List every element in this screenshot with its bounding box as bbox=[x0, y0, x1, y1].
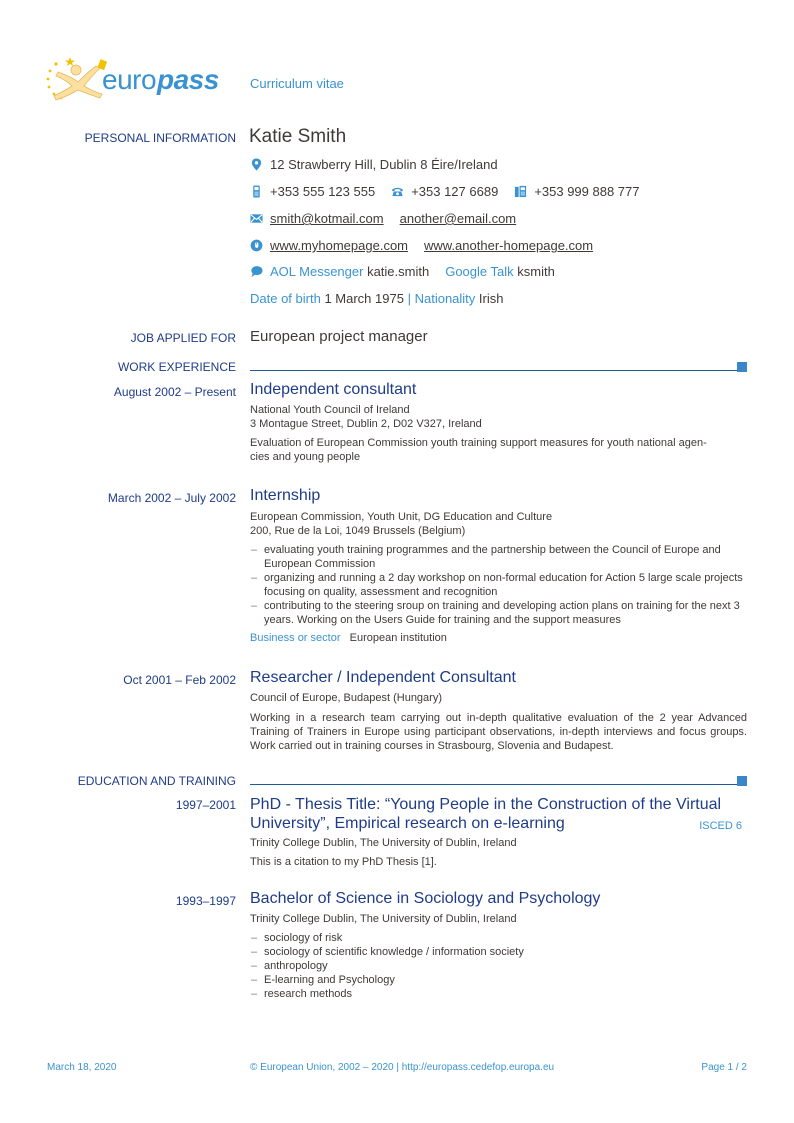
education-note: This is a citation to my PhD Thesis [1]. bbox=[250, 856, 437, 868]
nationality-label: Nationality bbox=[414, 291, 476, 306]
education-entry bbox=[250, 795, 747, 869]
address-text: 12 Strawberry Hill, Dublin 8 Éire/Ireland bbox=[270, 157, 498, 172]
section-divider-work bbox=[250, 370, 737, 371]
education-dates: 1993–1997 bbox=[175, 894, 236, 908]
work-entry bbox=[250, 381, 747, 464]
sector-label: Business or sector bbox=[250, 632, 341, 644]
im-handle-google: ksmith bbox=[517, 264, 555, 279]
location-pin-icon bbox=[250, 158, 263, 171]
section-label-education: EDUCATION AND TRAINING bbox=[77, 774, 236, 788]
employer-address: 200, Rue de la Loi, 1049 Brussels (Belgium) bbox=[250, 525, 466, 537]
section-label-personal-information: PERSONAL INFORMATION bbox=[84, 131, 236, 145]
work-dates: August 2002 – Present bbox=[113, 385, 236, 399]
job-applied-value: European project manager bbox=[250, 328, 428, 345]
job-title: Independent consultant bbox=[250, 381, 417, 398]
qualification-title: PhD - Thesis Title: “Young People in the Construction of the Virtual University”, Empirical research on e-learning ISCED 6 bbox=[250, 795, 747, 833]
address-row bbox=[250, 157, 498, 172]
education-dates: 1997–2001 bbox=[175, 798, 236, 812]
telephone-icon bbox=[391, 185, 404, 198]
subjects-list bbox=[250, 931, 747, 1001]
isced-level: ISCED 6 bbox=[699, 820, 742, 832]
document-title: Curriculum vitae bbox=[250, 76, 344, 91]
list-item: – research methods bbox=[250, 987, 747, 1001]
section-marker-work bbox=[737, 362, 747, 372]
sector-value: European institution bbox=[349, 632, 447, 644]
nationality-value: Irish bbox=[478, 291, 504, 306]
employer: Council of Europe, Budapest (Hungary) bbox=[250, 692, 442, 704]
section-divider-education bbox=[250, 784, 737, 785]
institution: Trinity College Dublin, The University of Dublin, Ireland bbox=[250, 913, 517, 925]
dob-label: Date of birth bbox=[250, 291, 321, 306]
section-label-work-experience: WORK EXPERIENCE bbox=[117, 360, 236, 374]
qualification-title: Bachelor of Science in Sociology and Psychology bbox=[250, 890, 601, 907]
europass-logo bbox=[44, 54, 224, 104]
work-dates: March 2002 – July 2002 bbox=[107, 491, 236, 505]
emails-row bbox=[250, 211, 516, 226]
list-item: – sociology of risk bbox=[250, 931, 747, 945]
home-phone: +353 127 6689 bbox=[411, 184, 499, 199]
footer-page-number: Page 1 / 2 bbox=[701, 1062, 747, 1073]
footer-date: March 18, 2020 bbox=[47, 1062, 117, 1073]
im-service-google: Google Talk bbox=[445, 264, 514, 279]
list-item: – evaluating youth training programmes and the partnership between the Council of Europe and European Commission bbox=[250, 543, 747, 571]
websites-row bbox=[250, 238, 593, 253]
employer-address: 3 Montague Street, Dublin 2, D02 V327, Ireland bbox=[250, 418, 482, 430]
phones-row bbox=[250, 184, 640, 199]
list-item: – sociology of scientific knowledge / information society bbox=[250, 945, 747, 959]
footer-copyright: © European Union, 2002 – 2020 | http://europass.cedefop.europa.eu bbox=[250, 1062, 555, 1073]
website-link-primary[interactable]: www.myhomepage.com bbox=[270, 238, 408, 253]
work-entry bbox=[250, 669, 747, 753]
work-entry bbox=[250, 487, 747, 645]
candidate-name: Katie Smith bbox=[249, 126, 347, 147]
instant-messaging-row bbox=[250, 264, 555, 279]
education-entry bbox=[250, 890, 747, 1001]
section-label-job-applied: JOB APPLIED FOR bbox=[130, 331, 236, 345]
birth-nationality-row bbox=[250, 291, 503, 306]
job-description: Working in a research team carrying out in-depth qualitative evaluation of the 2 year Advanced Training of Trainers in Europe using participant observations, in-depth interviews and focus groups. Work carried out in training courses in Strasbourg, Slovenia and Budapest. bbox=[250, 712, 747, 752]
employer: European Commission, Youth Unit, DG Education and Culture bbox=[250, 511, 553, 523]
job-title: Internship bbox=[250, 487, 321, 504]
logo-wordmark-pass: pass bbox=[157, 64, 219, 95]
im-handle-aol: katie.smith bbox=[367, 264, 430, 279]
job-title: Researcher / Independent Consultant bbox=[250, 669, 516, 686]
business-sector-row bbox=[250, 631, 747, 645]
list-item: – E-learning and Psychology bbox=[250, 973, 747, 987]
website-cursor-icon bbox=[250, 239, 263, 252]
email-link-secondary[interactable]: another@email.com bbox=[399, 211, 517, 226]
section-marker-education bbox=[737, 776, 747, 786]
website-link-secondary[interactable]: www.another-homepage.com bbox=[424, 238, 594, 253]
chat-bubble-icon bbox=[250, 265, 263, 278]
work-dates: Oct 2001 – Feb 2002 bbox=[123, 673, 236, 687]
mobile-phone-icon bbox=[250, 185, 263, 198]
list-item: – organizing and running a 2 day workshop on non-formal education for Action 5 large scale projects focusing on quality, assessment and recognition bbox=[250, 571, 747, 599]
email-link-primary[interactable]: smith@kotmail.com bbox=[270, 211, 384, 226]
institution: Trinity College Dublin, The University of Dublin, Ireland bbox=[250, 837, 517, 849]
list-item: – anthropology bbox=[250, 959, 747, 973]
separator: | bbox=[407, 291, 411, 306]
list-item: – contributing to the steering sroup on training and developing action plans on training for the next 3 years. Working on the Users Guide for training and the support measures bbox=[250, 599, 747, 627]
logo-wordmark-euro: euro bbox=[102, 64, 157, 95]
im-service-aol: AOL Messenger bbox=[270, 264, 364, 279]
fax-phone: +353 999 888 777 bbox=[534, 184, 640, 199]
employer: National Youth Council of Ireland bbox=[250, 404, 410, 416]
envelope-icon bbox=[250, 212, 263, 225]
responsibilities-list bbox=[250, 543, 747, 627]
dob-value: 1 March 1975 bbox=[324, 291, 404, 306]
job-description: Evaluation of European Commission youth training support measures for youth national agen- cies and young people bbox=[250, 437, 707, 463]
mobile-phone: +353 555 123 555 bbox=[270, 184, 376, 199]
fax-icon bbox=[514, 185, 527, 198]
